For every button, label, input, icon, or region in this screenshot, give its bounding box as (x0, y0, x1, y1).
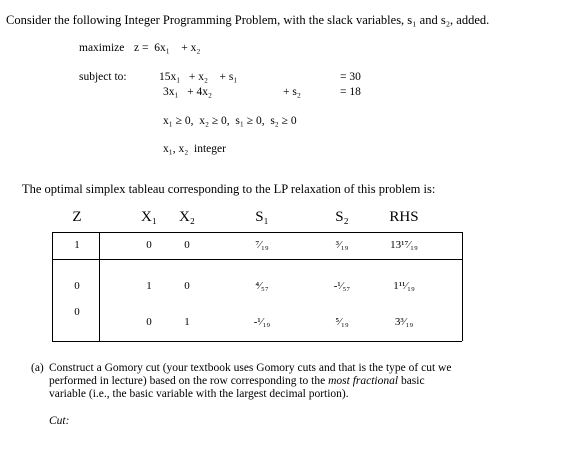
tableau-cell: 0 (74, 306, 80, 318)
tableau-bottom-border (52, 341, 462, 342)
tableau-cell: 1¹¹⁄₁₉ (393, 280, 415, 292)
constraint-2-rhs: = 18 (340, 86, 361, 98)
question-line-2-end: basic (398, 375, 425, 387)
tableau-cell: 0 (184, 239, 190, 251)
tableau-cell: 3³⁄₁₉ (394, 316, 414, 328)
header-x1: X₁ (140, 209, 158, 225)
tableau-cell: 1 (184, 316, 190, 328)
header-x2: X₂ (178, 209, 196, 225)
tableau-cell: ⁷⁄₁₉ (255, 239, 269, 251)
constraints-label: subject to: (79, 71, 127, 83)
tableau-cell: -¹⁄₅₇ (333, 280, 351, 292)
tableau-cell: 13¹⁷⁄₁₉ (390, 239, 418, 251)
constraint-2-lhs: 3x₁ + 4x₂ (163, 86, 213, 98)
tableau-cell: 1 (74, 239, 80, 251)
tableau-top-border (52, 232, 462, 233)
question-line-1: Construct a Gomory cut (your textbook uses Gomory cuts and that is the type of cut we (49, 362, 452, 374)
question-line-2 (49, 375, 425, 387)
tableau-cell: 0 (146, 316, 152, 328)
tableau-cell: ⁵⁄₁₉ (335, 316, 349, 328)
cut-label: Cut: (49, 415, 70, 427)
tableau-intro: The optimal simplex tableau corresponding to the LP relaxation of this problem is: (22, 182, 436, 196)
header-z: Z (72, 209, 82, 225)
constraint-1-lhs: 15x₁ + x₂ + s₁ (159, 71, 238, 83)
tableau-cell: 0 (146, 239, 152, 251)
tableau-cell: ³⁄₁₉ (335, 239, 349, 251)
tableau-cell: 0 (74, 280, 80, 292)
question-emphasis: most fractional (328, 375, 399, 387)
constraint-2-slack: + s₂ (283, 86, 301, 98)
constraint-1-rhs: = 30 (340, 71, 361, 83)
tableau-cell: 0 (184, 280, 190, 292)
nonnegativity-constraints: x₁ ≥ 0, x₂ ≥ 0, s₁ ≥ 0, s₂ ≥ 0 (163, 115, 297, 127)
tableau-objective-separator (52, 259, 462, 260)
header-rhs: RHS (389, 209, 419, 225)
tableau-cell: ⁴⁄₅₇ (255, 280, 269, 292)
tableau-cell: 1 (146, 280, 152, 292)
question-line-3: variable (i.e., the basic variable with the largest decimal portion). (49, 388, 349, 400)
header-s2: S₂ (335, 209, 349, 225)
tableau-cell: -¹⁄₁₉ (253, 316, 271, 328)
question-line-2-start: performed in lecture) based on the row corresponding to the (49, 375, 329, 387)
intro-text: Consider the following Integer Programming Problem, with the slack variables, s₁ and s₂, added. (6, 13, 490, 27)
objective-expression: z = 6x₁ + x₂ (134, 42, 201, 54)
integer-constraint: x₁, x₂ integer (163, 143, 226, 155)
question-label: (a) (31, 362, 44, 374)
objective-label: maximize (79, 42, 125, 54)
tableau-right-border (462, 232, 463, 341)
header-s1: S₁ (255, 209, 269, 225)
